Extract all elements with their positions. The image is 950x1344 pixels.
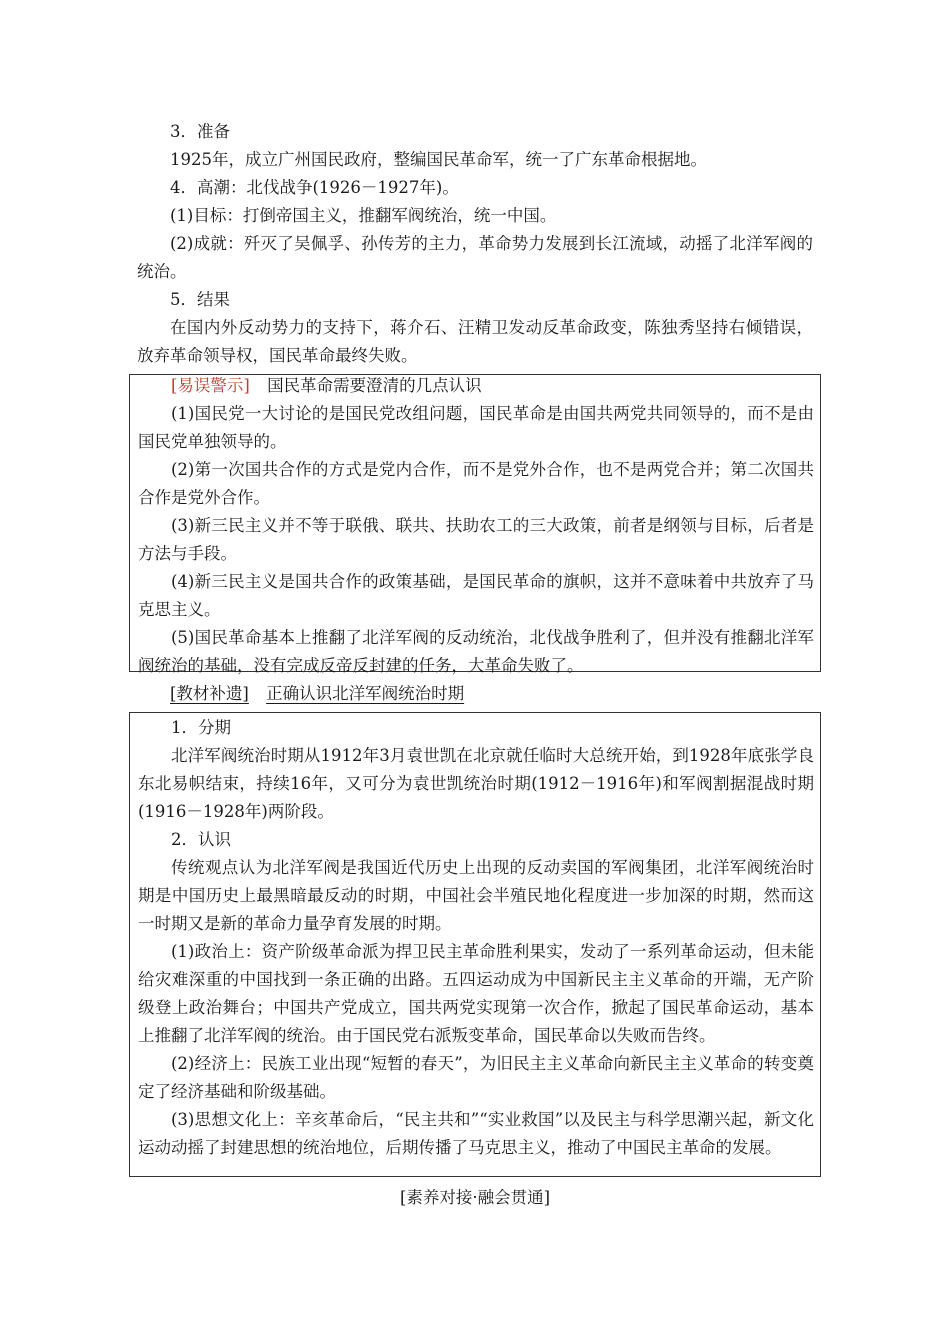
- warning-box: [129, 374, 821, 675]
- culture-text: (3)思想文化上：辛亥革命后，“民主共和”“实业救国”以及民主与科学思潮兴起，新文化运动动摇了封建思想的统治地位，后期传播了马克思主义，推动了中国民主革命的发展。: [138, 1110, 814, 1157]
- period-text: 北洋军阀统治时期从1912年3月袁世凯在北京就任临时大总统开始，到1928年底张学良东北易帜结束，持续16年，又可分为袁世凯统治时期(1912－1916年)和军阀割据混战时期(1916－1928年)两阶段。: [138, 746, 814, 821]
- warning-item-3: (3)新三民主义并不等于联俄、联共、扶助农工的三大政策，前者是纲领与目标，后者是方法与手段。: [138, 516, 814, 563]
- warning-tag: [易误警示]: [171, 376, 250, 395]
- politics-text: (1)政治上：资产阶级革命派为捍卫民主革命胜利果实，发动了一系列革命运动，但未能给灾难深重的中国找到一条正确的出路。五四运动成为中国新民主主义革命的开端，无产阶级登上政治舞台；中国共产党成立，国共两党实现第一次合作，掀起了国民革命运动，基本上推翻了北洋军阀的统治。由于国民党右派叛变革命，国民革命以失败而告终。: [138, 942, 814, 1045]
- warning-item-4: (4)新三民主义是国共合作的政策基础，是国民革命的旗帜，这并不意味着中共放弃了马克思主义。: [138, 572, 814, 619]
- warning-item-5: (5)国民革命基本上推翻了北洋军阀的反动统治，北伐战争胜利了，但并没有推翻北洋军阀统治的基础，没有完成反帝反封建的任务，大革命失败了。: [138, 628, 814, 675]
- warning-item-1: (1)国民党一大讨论的是国民党改组问题，国民革命是由国共两党共同领导的，而不是由国民党单独领导的。: [138, 404, 814, 451]
- supplement-title: 正确认识北洋军阀统治时期: [266, 684, 465, 703]
- section-3-text: 1925年，成立广州国民政府，整编国民革命军，统一了广东革命根据地。: [170, 150, 707, 169]
- supplement-box: [129, 712, 821, 1177]
- period-title: 1．分期: [171, 718, 231, 737]
- section-footer-heading: [素养对接·融会贯通]: [399, 1188, 551, 1207]
- understanding-title: 2．认识: [171, 830, 231, 849]
- section-4-result: (2)成就：歼灭了吴佩孚、孙传芳的主力，革命势力发展到长江流域，动摇了北洋军阀的统治。: [137, 234, 813, 281]
- warning-header: [138, 372, 814, 400]
- section-4-title: 4．高潮：北伐战争(1926－1927年)。: [170, 178, 459, 197]
- understanding-text: 传统观点认为北洋军阀是我国近代历史上出现的反动卖国的军阀集团，北洋军阀统治时期是中国历史上最黑暗最反动的时期，中国社会半殖民地化程度进一步加深的时期，然而这一时期又是新的革命力量孕育发展的时期。: [138, 858, 814, 933]
- section-5-text: 在国内外反动势力的支持下，蒋介石、汪精卫发动反革命政变，陈独秀坚持右倾错误，放弃革命领导权，国民革命最终失败。: [137, 318, 813, 365]
- section-3-title: 3．准备: [170, 122, 230, 141]
- economy-text: (2)经济上：民族工业出现“短暂的春天”，为旧民主主义革命向新民主主义革命的转变奠定了经济基础和阶级基础。: [138, 1054, 814, 1101]
- warning-title: 国民革命需要澄清的几点认识: [267, 376, 482, 395]
- section-4-goal: (1)目标：打倒帝国主义，推翻军阀统治，统一中国。: [170, 206, 557, 225]
- supplement-tag: [教材补遗]: [170, 684, 249, 703]
- supplement-header: [170, 680, 464, 708]
- section-5-title: 5．结果: [170, 290, 230, 309]
- warning-item-2: (2)第一次国共合作的方式是党内合作，而不是党外合作，也不是两党合并；第二次国共合作是党外合作。: [138, 460, 814, 507]
